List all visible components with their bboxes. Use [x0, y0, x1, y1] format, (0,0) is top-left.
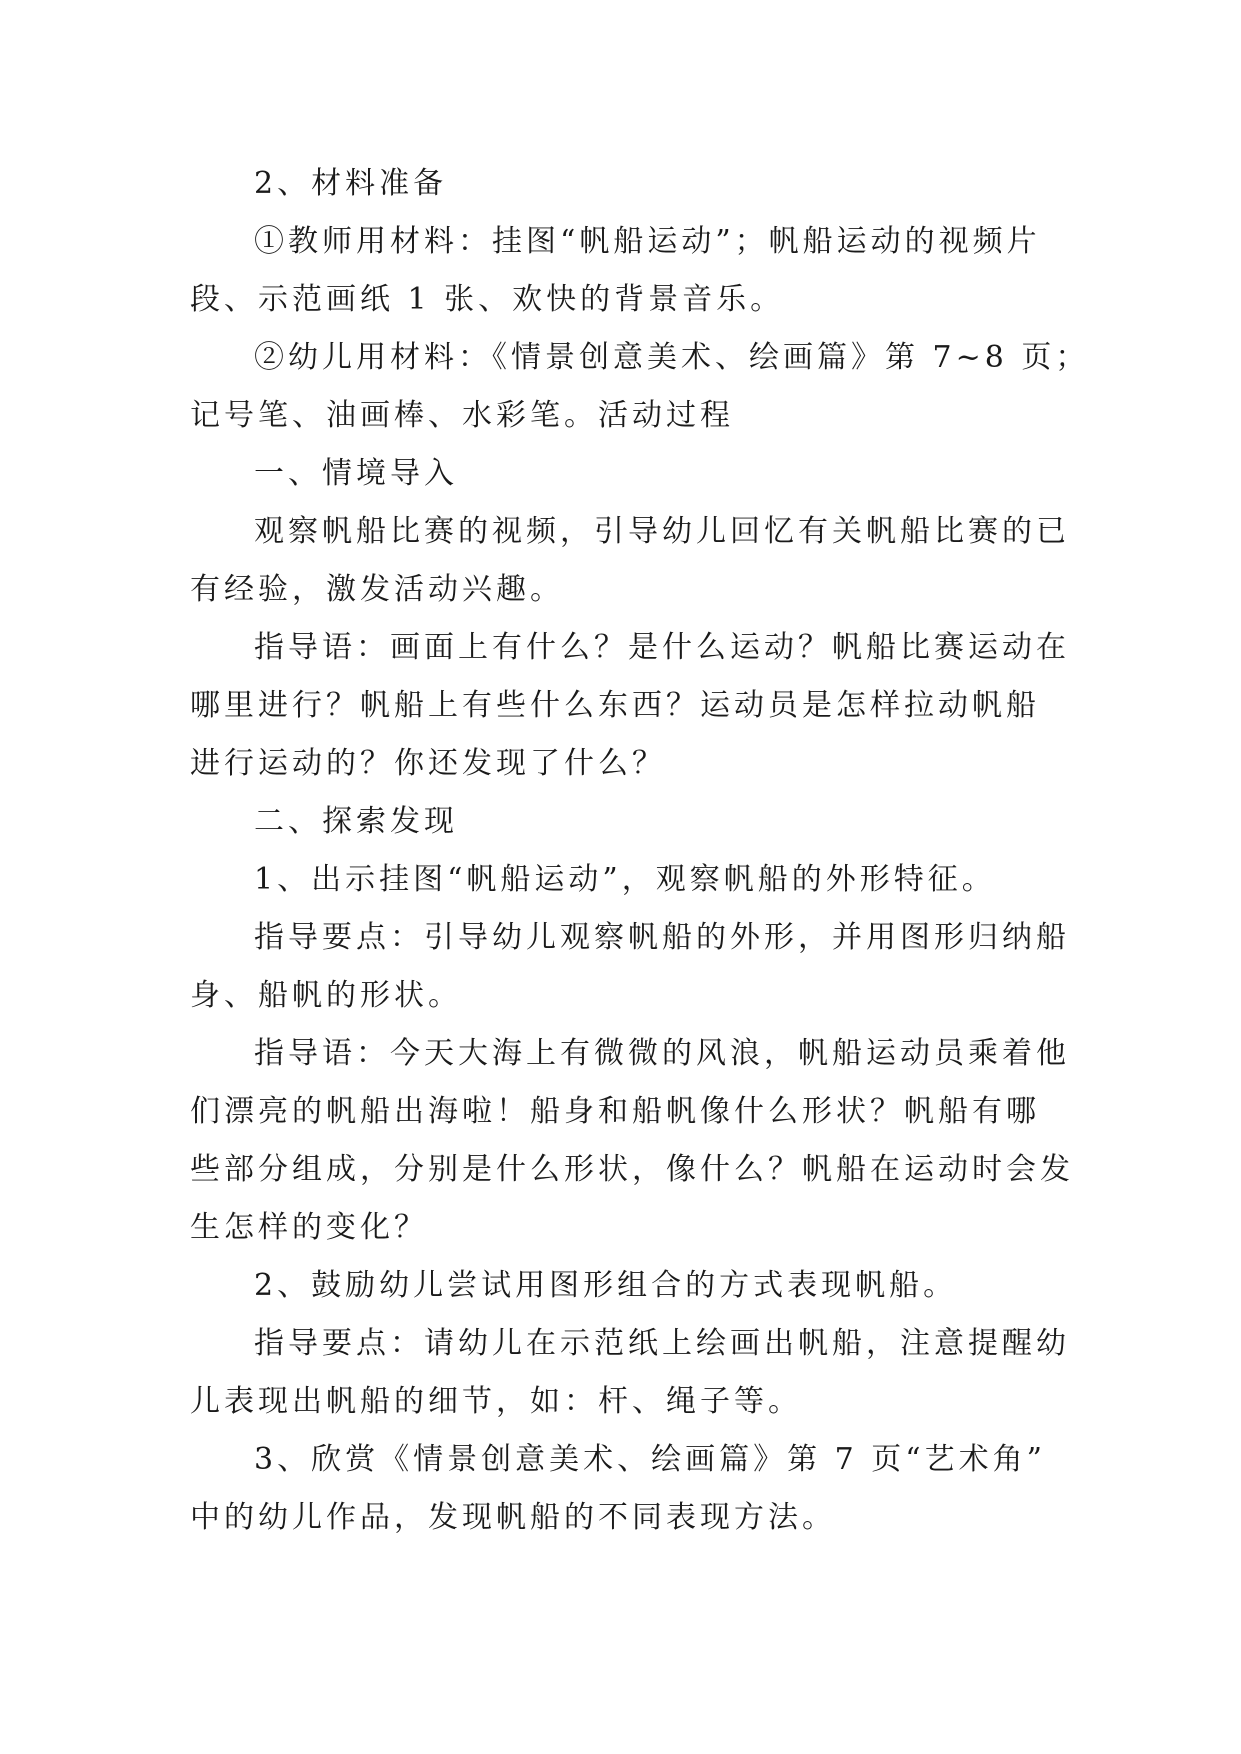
paragraph-line: 中的幼儿作品，发现帆船的不同表现方法。 [190, 1500, 836, 1535]
paragraph-line: 们漂亮的帆船出海啦！船身和船帆像什么形状？帆船有哪 [190, 1094, 1040, 1129]
section-heading-intro: 一、情境导入 [254, 456, 458, 491]
paragraph-line: 哪里进行？帆船上有些什么东西？运动员是怎样拉动帆船 [190, 688, 1040, 723]
paragraph-line: 儿表现出帆船的细节，如：杆、绳子等。 [190, 1384, 802, 1419]
paragraph-line: 进行运动的？你还发现了什么？ [190, 746, 666, 781]
paragraph-line: ①教师用材料：挂图“帆船运动”；帆船运动的视频片 [254, 224, 1041, 259]
paragraph-line: 有经验，激发活动兴趣。 [190, 572, 564, 607]
section-heading-materials: 2、材料准备 [254, 166, 448, 201]
paragraph-line: 些部分组成，分别是什么形状，像什么？帆船在运动时会发 [190, 1152, 1074, 1187]
paragraph-line: 观察帆船比赛的视频，引导幼儿回忆有关帆船比赛的已 [254, 514, 1070, 549]
paragraph-line: 2、鼓励幼儿尝试用图形组合的方式表现帆船。 [254, 1268, 958, 1303]
paragraph-line: 指导要点：引导幼儿观察帆船的外形，并用图形归纳船 [254, 920, 1070, 955]
paragraph-line: 1、出示挂图“帆船运动”，观察帆船的外形特征。 [254, 862, 996, 897]
paragraph-line: 指导要点：请幼儿在示范纸上绘画出帆船，注意提醒幼 [254, 1326, 1070, 1361]
paragraph-line: 指导语：今天大海上有微微的风浪，帆船运动员乘着他 [254, 1036, 1070, 1071]
paragraph-line: 生怎样的变化？ [190, 1210, 428, 1245]
section-heading-explore: 二、探索发现 [254, 804, 458, 839]
paragraph-line: 记号笔、油画棒、水彩笔。活动过程 [190, 398, 734, 433]
paragraph-line: 指导语：画面上有什么？是什么运动？帆船比赛运动在 [254, 630, 1070, 665]
paragraph-line: 身、船帆的形状。 [190, 978, 462, 1013]
paragraph-line: 段、示范画纸 1 张、欢快的背景音乐。 [190, 282, 785, 317]
paragraph-line: 3、欣赏《情景创意美术、绘画篇》第 7 页“艺术角” [254, 1442, 1046, 1477]
paragraph-line: ②幼儿用材料：《情景创意美术、绘画篇》第 7~8 页； [254, 340, 1090, 375]
